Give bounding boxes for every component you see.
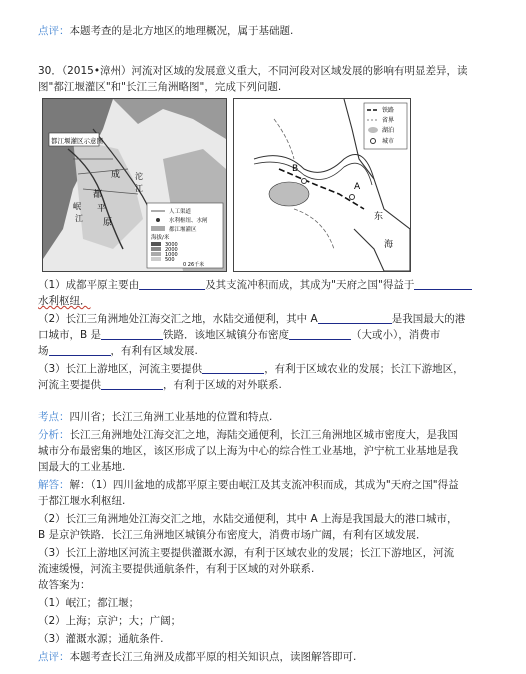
dianping-tag: 点评： [38,651,70,663]
legend-1000: 1000 [165,252,178,258]
label-B: B [292,164,299,174]
jieda-line1 [38,478,459,492]
q1-line1 [38,278,472,292]
q2-text-c: 口城市，B 是 [38,329,102,341]
q1-line2 [38,294,91,308]
q3-blank-2[interactable] [101,378,163,390]
q3-blank-1[interactable] [202,362,264,374]
map-left-title: 都江堰灌区示意图 [51,137,103,145]
scale-bar: 0 26千米 [183,262,205,268]
legend-canal: 人工渠道 [169,209,192,215]
legend-city: 城市 [382,138,395,145]
jieda-line4: B 是京沪铁路．长江三角洲地区城镇分布密度大，消费市场广阔，有利有区域发展． [38,529,427,541]
fenxi-line3: 国最大的工业基地. [38,461,126,473]
fenxi-tag: 分析： [38,429,70,441]
comment-tag: 点评： [38,25,70,37]
answer-3: （3）灌溉水源；通航条件. [38,633,164,645]
legend-rail: 铁路 [382,107,395,114]
jieda-line6: 流速缓慢，河流主要提供通航条件，有利于区域的对外联系. [38,563,315,575]
jieda-text-1: 解：（1）四川盆地的成都平原主要由岷江及其支流冲积而成，其成为"天府之国"得益 [69,479,459,491]
q1-blank-2[interactable] [414,278,472,290]
q3-text-d: ，有利于区域的对外联系. [163,379,282,391]
q1-blank-1[interactable] [139,278,205,290]
label-hai: 海 [384,240,394,250]
jieda-tag: 解答： [38,479,70,491]
q2-blank-3[interactable] [289,328,351,340]
label-jiang1: 江 [75,214,83,223]
label-dong: 东 [374,212,384,222]
label-yuan: 原 [103,218,113,228]
fenxi-line1 [38,428,458,442]
legend-boundary: 省界 [382,117,395,124]
answer-1: （1）岷江；都江堰； [38,597,140,609]
legend-lake: 湖泊 [382,127,395,134]
legend-3000: 3000 [165,242,178,248]
label-tuo: 沱 [135,172,143,181]
q3-text-a: （3）长江上游地区，河流主要提供 [38,363,203,375]
dujiangyan-map [42,98,227,272]
jieda-line3: （2）长江三角洲地处江海交汇之地，水陆交通便利，其中 A 上海是我国最大的港口城市， [38,513,458,525]
q2-blank-2[interactable] [101,328,163,340]
legend-hub: 水利枢纽、水闸 [169,218,208,224]
q2-line2 [38,328,440,342]
fenxi-line2: 城市分布最密集的地区，该区形成了以上海为中心的综合性工业基地，沪宁杭工业基地是我 [38,445,458,457]
q3-line2 [38,378,282,392]
q2-blank-1[interactable] [318,312,392,324]
yangtze-delta-map [233,98,411,272]
q2-text-d: 铁路．该地区城镇分布密度 [163,329,290,341]
q2-text-a: （2）长江三角洲地处江海交汇之地，水陆交通便利，其中 A [38,313,318,325]
q3-line1 [38,362,464,376]
q1-text-a: （1）成都平原主要由 [38,279,140,291]
legend-irrigation: 都江堰灌区 [169,227,197,233]
q2-text-f: 场 [38,345,49,357]
q2-text-e: （大或小），消费市 [351,329,441,341]
dianping-line [38,650,356,664]
q3-text-b: ，有利于区域农业的发展；长江下游地区， [264,363,464,375]
legend-500: 500 [165,257,175,263]
q2-text-g: ，有利有区域发展. [110,345,198,357]
label-min: 岷 [73,202,81,211]
jieda-line5: （3）长江上游地区河流主要提供灌溉水源，有利于区域农业的发展；长江下游地区，河流 [38,547,455,559]
q2-text-b: 是我国最大的港 [391,313,466,325]
label-cheng: 成 [111,170,121,180]
question-stem-line2: 图"都江堰灌区"和"长江三角洲略图"，完成下列问题. [38,81,282,93]
legend-2000: 2000 [165,247,178,253]
q2-blank-4[interactable] [49,344,111,356]
label-du: 都 [93,190,103,200]
dianping-text: 本题考查长江三角洲及成都平原的相关知识点，读图解答即可. [69,651,357,663]
q2-line1 [38,312,465,326]
label-ping: 平 [97,204,107,214]
legend-elevation: 海拔/米 [151,235,170,241]
q3-text-c: 河流主要提供 [38,379,101,391]
kaodian-tag: 考点： [38,411,70,423]
label-jiang2: 江 [135,184,143,193]
q2-line3 [38,344,198,358]
jieda-line2: 于都江堰水利枢纽. [38,495,126,507]
header-comment [38,24,293,38]
kaodian-text: 四川省；长江三角洲工业基地的位置和特点. [69,411,273,423]
answer-2: （2）上海；京沪；大；广阔； [38,615,182,627]
q1-text-c: 水利枢纽． [38,295,91,307]
label-A: A [354,182,361,192]
question-stem-line1: 30．（2015•漳州）河流对区域的发展意义重大，不同河段对区域发展的影响有明显差异，读 [38,65,468,77]
comment-text: 本题考查的是北方地区的地理概况，属于基础题. [69,25,294,37]
q1-text-b: 及其支流冲积而成，其成为"天府之国"得益于 [205,279,415,291]
kaodian-line [38,410,272,424]
answer-title: 故答案为： [38,579,91,591]
fenxi-text-1: 长江三角洲地处江海交汇之地，海陆交通便利，长江三角洲地区城市密度大，是我国 [69,429,458,441]
